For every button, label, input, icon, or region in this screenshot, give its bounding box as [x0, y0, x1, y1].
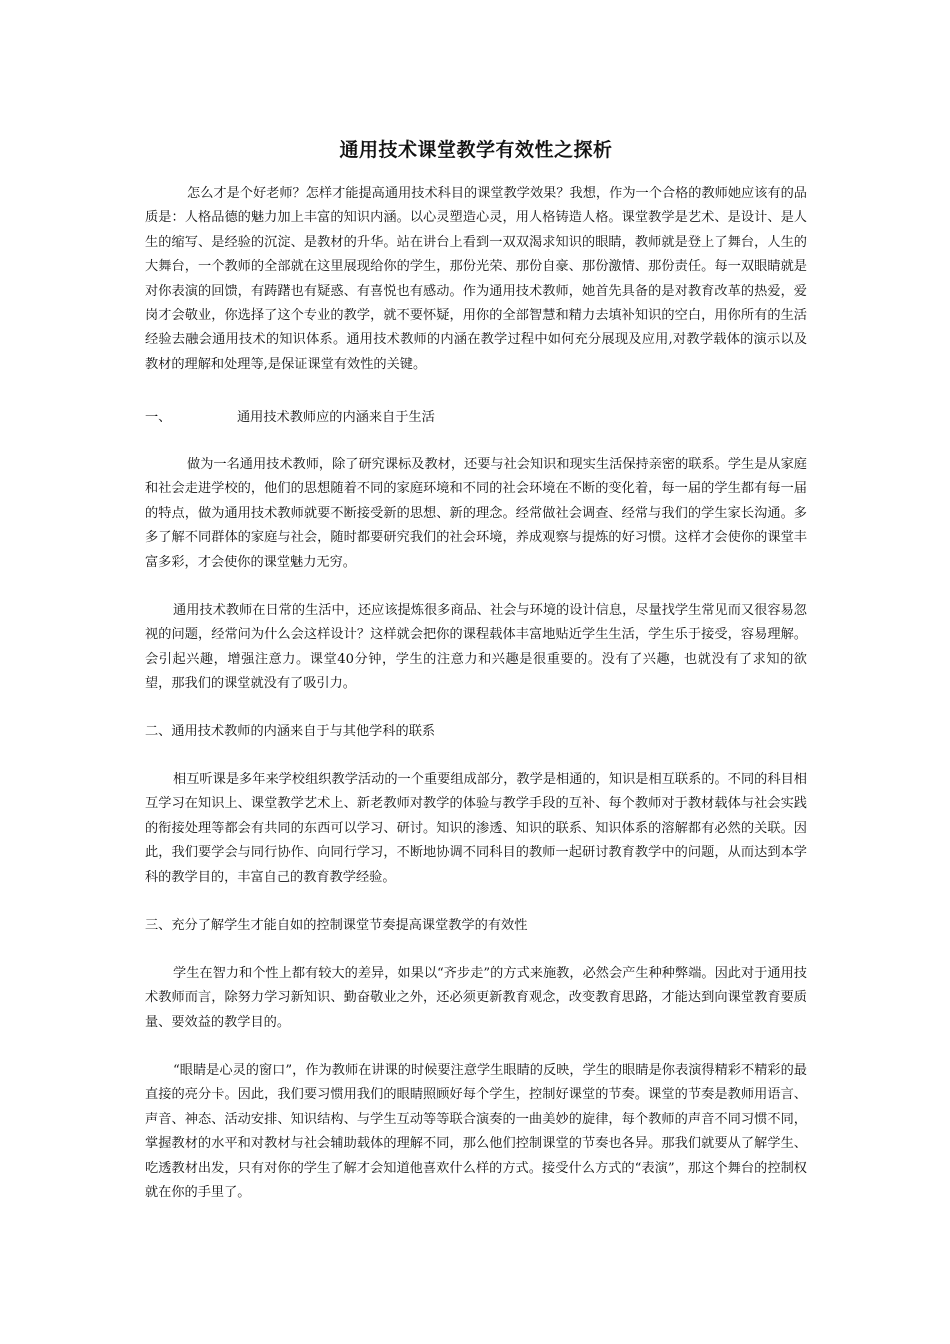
section-1-title: 通用技术教师应的内涵来自于生活 — [237, 410, 435, 425]
section-2-paragraph-1: 相互听课是多年来学校组织教学活动的一个重要组成部分，教学是相通的，知识是相互联系的。不同的科目相互学习在知识上、课堂教学艺术上、新老教师对教学的体验与教学手段的互补、每个教师对于教材载体与社会实践的衔接处理等都会有共同的东西可以学习、研讨。知识的渗透、知识的联系、知识体系的溶解都有必然的关联。因此，我们要学会与同行协作、向同行学习，不断地协调不同科目的教师一起研讨教育教学中的问题，从而达到本学科的教学目的，丰富自己的教育教学经验。 — [145, 772, 807, 885]
section-2-heading: 二、通用技术教师的内涵来自于与其他学科的联系 — [145, 724, 436, 739]
intro-paragraph: 怎么才是个好老师？怎样才能提高通用技术科目的课堂教学效果？我想，作为一个合格的教师她应该有的品质是：人格品德的魅力加上丰富的知识内涵。以心灵塑造心灵，用人格铸造人格。课堂教学是艺术、是设计、是人生的缩写、是经验的沉淀、是教材的升华。站在讲台上看到一双双渴求知识的眼睛，教师就是登上了舞台，人生的大舞台，一个教师的全部就在这里展现给你的学生，那份光荣、那份自豪、那份激情、那份责任。每一双眼睛就是对你表演的回馈，有踌躇也有疑惑、有喜悦也有感动。作为通用技术教师，她首先具备的是对教育改革的热爱，爱岗才会敬业，你选择了这个专业的教学，就不要怀疑，用你的全部智慧和精力去填补知识的空白，用你所有的生活经验去融会通用技术的知识体系。通用技术教师的内涵在教学过程中如何充分展现及应用,对教学载体的演示以及教材的理解和处理等,是保证课堂有效性的关键。 — [145, 186, 807, 372]
section-1-paragraph-1: 做为一名通用技术教师，除了研究课标及教材，还要与社会知识和现实生活保持亲密的联系。学生是从家庭和社会走进学校的，他们的思想随着不同的家庭环境和不同的社会环境在不断的变化着，每一届的学生都有每一届的特点，做为通用技术教师就要不断接受新的思想、新的理念。经常做社会调查、经常与我们的学生家长沟通。多多了解不同群体的家庭与社会，随时都要研究我们的社会环境，养成观察与提炼的好习惯。这样才会使你的课堂丰富多彩，才会使你的课堂魅力无穷。 — [145, 457, 807, 570]
section-1-number: 一、 — [145, 410, 172, 425]
section-3-paragraph-2: “眼睛是心灵的窗口”，作为教师在讲课的时候要注意学生眼睛的反映，学生的眼睛是你表演得精彩不精彩的最直接的亮分卡。因此，我们要习惯用我们的眼睛照顾好每个学生，控制好课堂的节奏。课堂的节奏是教师用语言、声音、神态、活动安排、知识结构、与学生互动等等联合演奏的一曲美妙的旋律，每个教师的声音不同习惯不同，掌握教材的水平和对教材与社会辅助载体的理解不同，那么他们控制课堂的节奏也各异。那我们就要从了解学生、吃透教材出发，只有对你的学生了解才会知道他喜欢什么样的方式。接受什么方式的“表演”，那这个舞台的控制权就在你的手里了。 — [145, 1063, 807, 1201]
section-1-heading — [145, 406, 435, 430]
section-1-paragraph-2: 通用技术教师在日常的生活中，还应该提炼很多商品、社会与环境的设计信息，尽量找学生常见而又很容易忽视的问题，经常问为什么会这样设计？这样就会把你的课程载体丰富地贴近学生生活，学生乐于接受，容易理解。会引起兴趣，增强注意力。课堂40分钟，学生的注意力和兴趣是很重要的。没有了兴趣，也就没有了求知的欲望，那我们的课堂就没有了吸引力。 — [145, 603, 807, 692]
section-3-paragraph-1: 学生在智力和个性上都有较大的差异，如果以“齐步走”的方式来施教，必然会产生种种弊端。因此对于通用技术教师而言，除努力学习新知识、勤奋敬业之外，还必须更新教育观念，改变教育思路，才能达到向课堂教育要质量、要效益的教学目的。 — [145, 966, 807, 1030]
document-title: 通用技术课堂教学有效性之探析 — [339, 138, 613, 161]
section-3-heading: 三、充分了解学生才能自如的控制课堂节奏提高课堂教学的有效性 — [145, 918, 528, 933]
